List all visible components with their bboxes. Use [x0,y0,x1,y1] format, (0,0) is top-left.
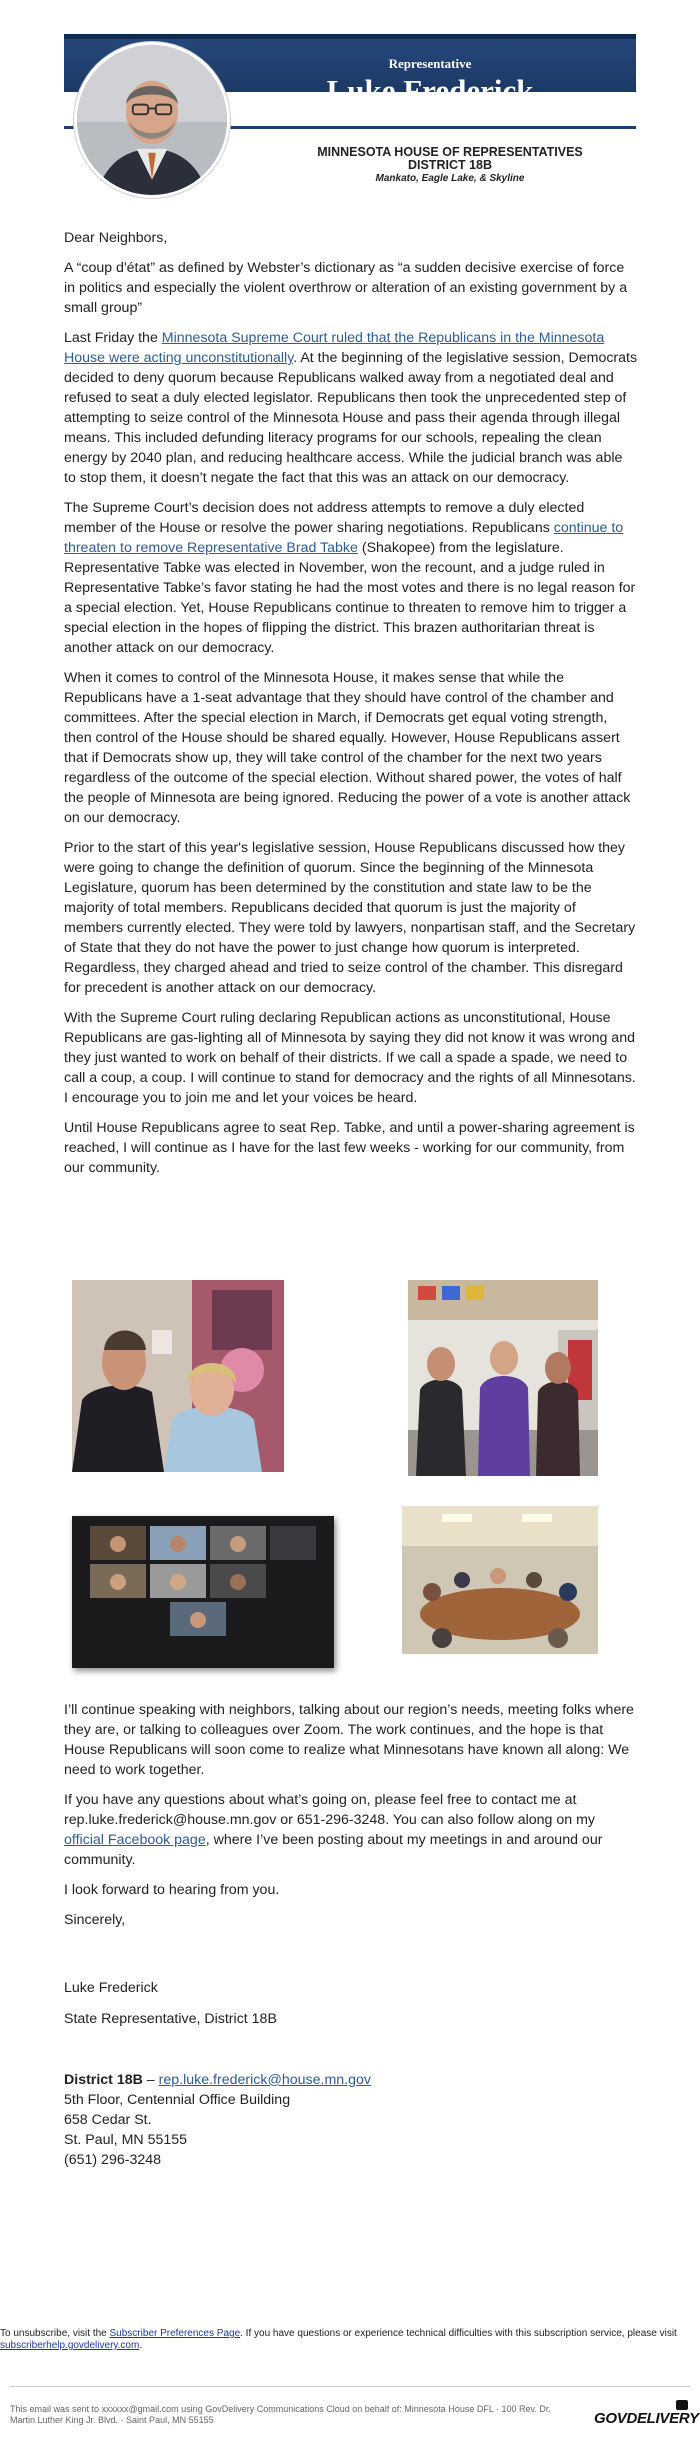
unsubscribe-end: . [139,2340,143,2351]
address-line-3: St. Paul, MN 55155 [64,2132,188,2148]
facebook-page-link[interactable]: official Facebook page [64,1832,206,1848]
unsubscribe-notice [0,2328,690,2352]
subscriber-help-link[interactable]: subscriberhelp.govdelivery.com [0,2340,140,2351]
paragraph-1: A “coup d'état” as defined by Webster’s dictionary as “a sudden decisive exercise of force in politics and especially the violent overthrow or alteration of an existing government by a small group” [64,260,628,316]
paragraph-9-post: , where I’ve been posting about my meetings in and around our community. [64,1832,603,1868]
supreme-court-ruling-link[interactable]: Minnesota Supreme Court ruled that the Republicans in the Minnesota House were acting unconstitutionally [64,330,605,366]
paragraph-5: Prior to the start of this year's legislative session, House Republicans discussed how they were going to change the definition of quorum. Since the beginning of the Minnesota Legislature, quorum has been determined by the constitution and state law to be the majority of total members. Republicans decided that quorum is just the majority of members currently elected. They were told by lawyers, nonpartisan staff, and the Secretary of State that they do not have the power to just change how quorum is interpreted. Regardless, they charged ahead and tried to seize control of the chamber. This disregard for precedent is another attack on our democracy. [64,840,636,996]
banner-title-representative: Representative [388,56,472,71]
govdelivery-logo-icon [676,2400,688,2410]
signature-title: State Representative, District 18B [64,2011,277,2027]
unsubscribe-pre: To unsubscribe, visit the [0,2328,110,2339]
photo-selfie [72,1280,284,1472]
address-header [64,2070,371,2090]
photo-group-event [408,1280,598,1476]
header-house: MINNESOTA HOUSE OF REPRESENTATIVES [317,145,583,159]
photo-zoom-meeting [72,1516,334,1668]
header-towns: Mankato, Eagle Lake, & Skyline [375,173,525,184]
address-phone: (651) 296-3248 [64,2152,162,2168]
contact-address [64,2070,371,2170]
paragraph-9-pre: If you have any questions about what’s going on, please feel free to contact me at rep.luke.frederick@house.mn.gov or 651-296-3248. You can also follow along on my [64,1792,595,1828]
paragraph-4: When it comes to control of the Minnesota House, it makes sense that while the Republicans have a 1-seat advantage that they should have control of the chamber and committees. After the special election in March, if Democrats get equal voting strength, then control of the House should be shared equally. However, House Republicans assert that if Democrats show up, they will take control of the chamber for the next two years regardless of the outcome of the special election. Without shared power, the votes of half the people of Minnesota are being ignored. Reducing the power of a vote is another attack on our democracy. [64,670,631,826]
greeting: Dear Neighbors, [64,230,168,246]
paragraph-2-post: . At the beginning of the legislative session, Democrats decided to deny quorum because Republicans walked away from a negotiated deal and refused to seat a duly elected legislator. Republicans then took the unprecedented step of attempting to seize control of the Minnesota House and pass their agenda through illegal means. This included defunding literacy programs for our schools, repealing the clean energy by 2040 plan, and reducing healthcare access. While the judicial branch was able to stop them, it doesn’t negate the fact that this was an attack on our democracy. [64,350,638,486]
paragraph-10: I look forward to hearing from you. [64,1882,280,1898]
subscriber-preferences-link[interactable]: Subscriber Preferences Page [109,2328,241,2339]
paragraph-3-pre: The Supreme Court’s decision does not address attempts to remove a duly elected member of the House or resolve the power sharing negotiations. Republicans [64,500,585,536]
address-separator: – [142,2072,159,2088]
unsubscribe-mid: . If you have questions or experience technical difficulties with this subscription service, please visit [240,2328,677,2339]
paragraph-7: Until House Republicans agree to seat Rep. Tabke, and until a power-sharing agreement is reached, I will continue as I have for the last few weeks - working for our community, from our community. [64,1120,635,1176]
paragraph-3 [64,498,638,658]
email-link[interactable]: rep.luke.frederick@house.mn.gov [158,2072,371,2088]
address-line-2: 658 Cedar St. [64,2112,152,2128]
paragraph-9 [64,1790,638,1870]
paragraph-8: I’ll continue speaking with neighbors, talking about our region’s needs, meeting folks where they are, or talking to colleagues over Zoom. The work continues, and the hope is that House Republicans will soon come to realize what Minnesotans have known all along: We need to work together. [64,1702,634,1778]
paragraph-3-post: (Shakopee) from the legislature. Representative Tabke was elected in November, won the recount, and a judge ruled in Representative Tabke’s favor stating he had the most votes and there is no legal reason for a special election. Yet, House Republicans continue to threaten to remove him to trigger a special election in the hopes of flipping the district. This brazen authoritarian threat is another attack on our democracy. [64,540,636,656]
address-line-1: 5th Floor, Centennial Office Building [64,2092,291,2108]
signature-name: Luke Frederick [64,1980,158,1996]
address-district-label: District 18B [64,2072,143,2088]
paragraph-6: With the Supreme Court ruling declaring Republican actions as unconstitutional, House Republicans are gas-lighting all of Minnesota by saying they did not know it was wrong and they just wanted to work on behalf of their districts. If we call a spade a spade, we need to call a coup, a coup. I will continue to stand for democracy and the rights of all Minnesotans. I encourage you to join me and let your voices be heard. [64,1010,636,1106]
banner-title-name: Luke Frederick [326,73,534,108]
tabke-threat-link[interactable]: continue to threaten to remove Representative Brad Tabke [64,520,624,556]
representative-portrait [74,42,230,198]
letter-body [64,228,638,1188]
newsletter-header [64,34,636,184]
govdelivery-logo: GOVDELIVERY [594,2410,699,2427]
footer-divider [10,2386,690,2387]
header-district: DISTRICT 18B [407,158,493,172]
photo-grid [64,1280,636,1670]
sent-notice: This email was sent to xxxxxx@gmail.com using GovDelivery Communications Cloud on behalf of: Minnesota House DFL · 100 Rev. Dr. Martin Luther King Jr. Blvd. · Saint Paul, MN 55155 [10,2404,551,2425]
photo-roundtable [402,1506,598,1654]
portrait-image [77,45,227,195]
banner-top-strip [64,34,636,39]
paragraph-2 [64,328,638,488]
paragraph-11: Sincerely, [64,1912,126,1928]
letter-closing [64,1700,638,1940]
paragraph-2-pre: Last Friday the [64,330,162,346]
